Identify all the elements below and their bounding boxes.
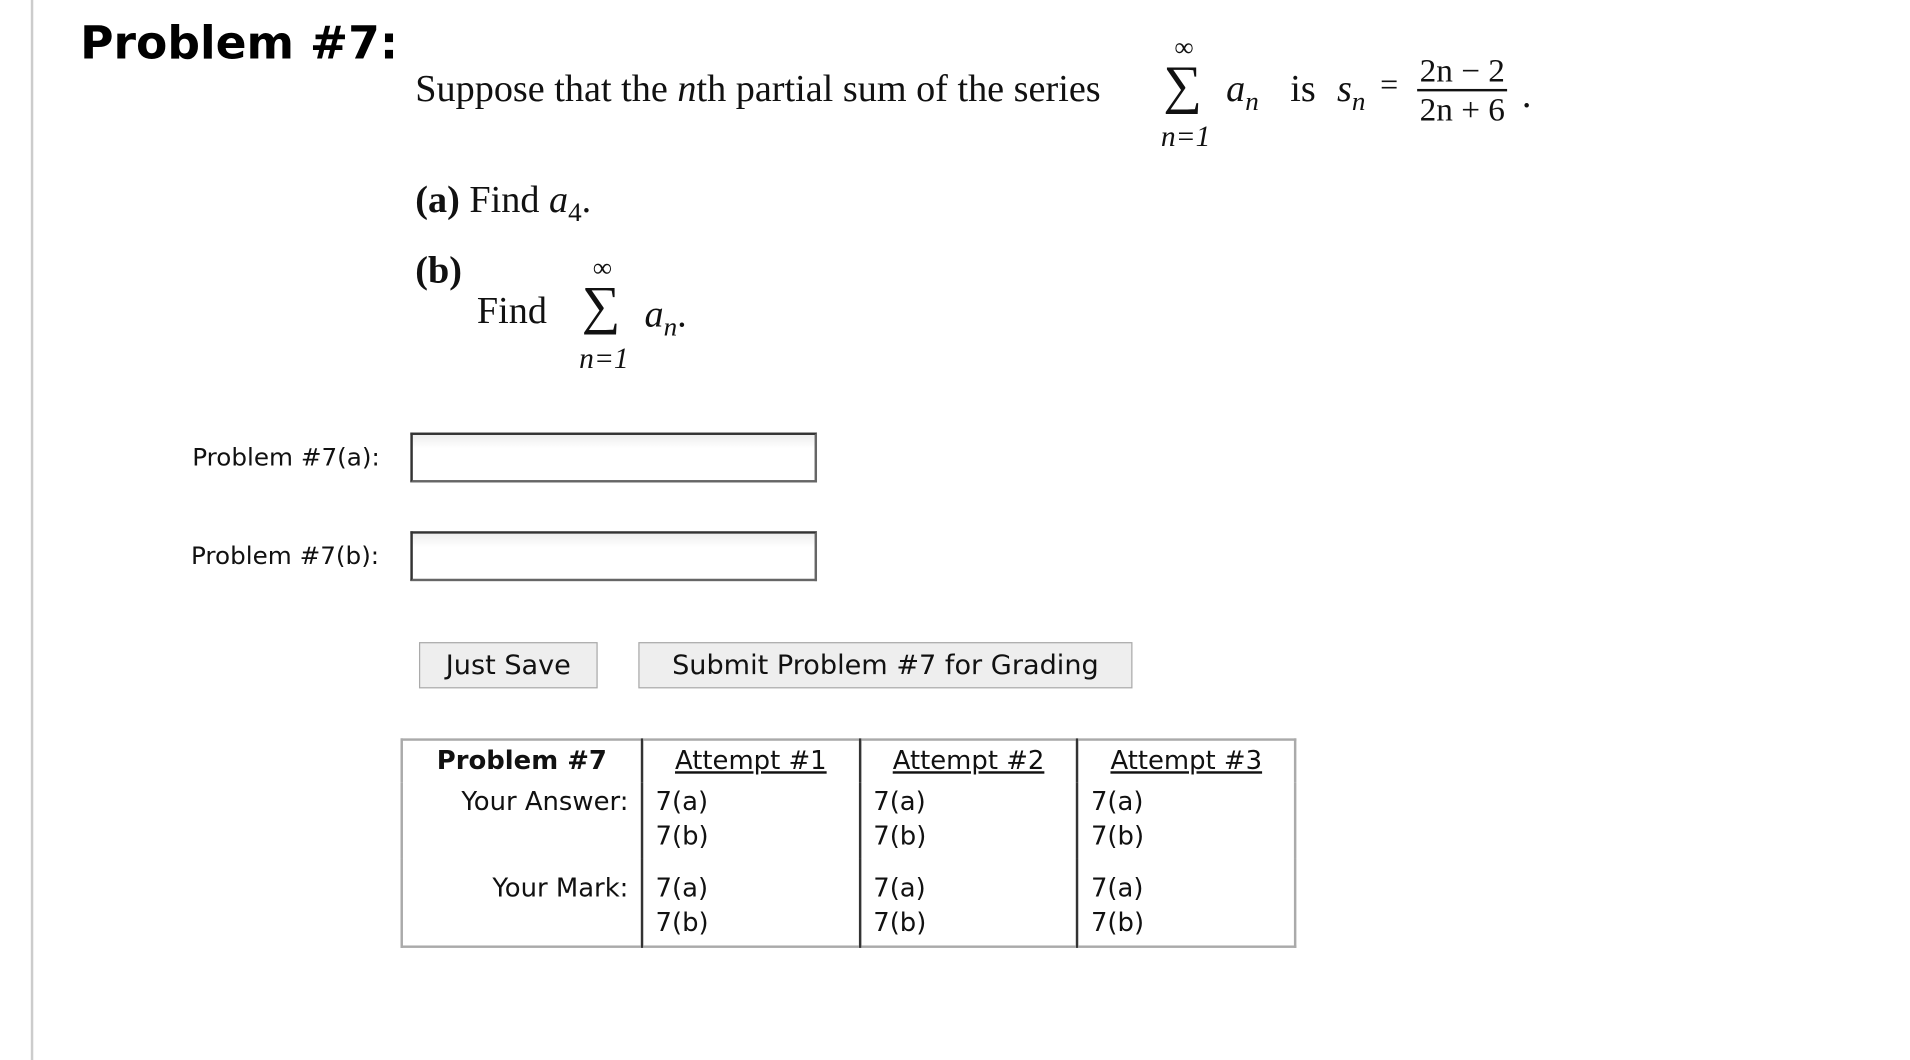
answer-a-label: Problem #7(a): xyxy=(192,442,380,472)
sigma-symbol: ∑ xyxy=(581,275,621,336)
attempts-table xyxy=(400,738,1296,948)
answer-b-label: Problem #7(b): xyxy=(191,540,380,571)
partial-sum-symbol: $s_n$ xyxy=(1337,67,1366,116)
equals: = xyxy=(1380,67,1399,103)
sum-lower-limit: n=1 xyxy=(579,343,629,376)
period: . xyxy=(1521,73,1532,116)
series-term: $a_n$ xyxy=(1226,67,1259,116)
part-b-term: $a_n$. xyxy=(644,292,687,342)
answer-cell: 7(a) 7(b) xyxy=(860,782,1078,859)
attempt-3-link[interactable]: Attempt #3 xyxy=(1110,745,1263,775)
answer-b-input[interactable] xyxy=(410,531,817,581)
submit-button[interactable]: Submit Problem #7 for Grading xyxy=(638,642,1132,688)
problem-title: Problem #7: xyxy=(80,17,399,70)
sum-upper-limit: ∞ xyxy=(1174,31,1194,63)
fraction: $\frac{2n - 2}{2n + 6}$ xyxy=(1417,52,1507,128)
answer-cell: 7(a) 7(b) xyxy=(1077,782,1295,859)
sum-lower-limit: n=1 xyxy=(1160,121,1211,154)
table-row xyxy=(402,858,1295,946)
attempt-2-link[interactable]: Attempt #2 xyxy=(892,745,1045,775)
part-b-label: (b) xyxy=(415,248,462,292)
mark-cell: 7(a) 7(b) xyxy=(1077,858,1295,946)
attempt-1-link[interactable]: Attempt #1 xyxy=(675,745,827,775)
answer-a-input[interactable] xyxy=(410,433,817,483)
part-b-find: Find xyxy=(476,288,547,332)
sum-upper-limit: ∞ xyxy=(592,252,613,283)
mark-cell: 7(a) 7(b) xyxy=(860,858,1078,946)
question-text: Suppose that the nth partial sum of the series xyxy=(415,67,1101,110)
just-save-button[interactable]: Just Save xyxy=(419,642,598,688)
is-text: is xyxy=(1290,67,1316,110)
part-a: (a) Find $a_4$. xyxy=(415,177,592,227)
your-answer-label: Your Answer: xyxy=(461,786,629,816)
page-left-border xyxy=(31,0,33,1060)
sigma-symbol: ∑ xyxy=(1163,54,1202,115)
answer-cell: 7(a) 7(b) xyxy=(642,782,860,859)
your-mark-label: Your Mark: xyxy=(492,873,629,903)
table-header: Problem #7 xyxy=(436,745,607,775)
mark-cell: 7(a) 7(b) xyxy=(642,858,860,946)
table-row xyxy=(402,782,1295,859)
